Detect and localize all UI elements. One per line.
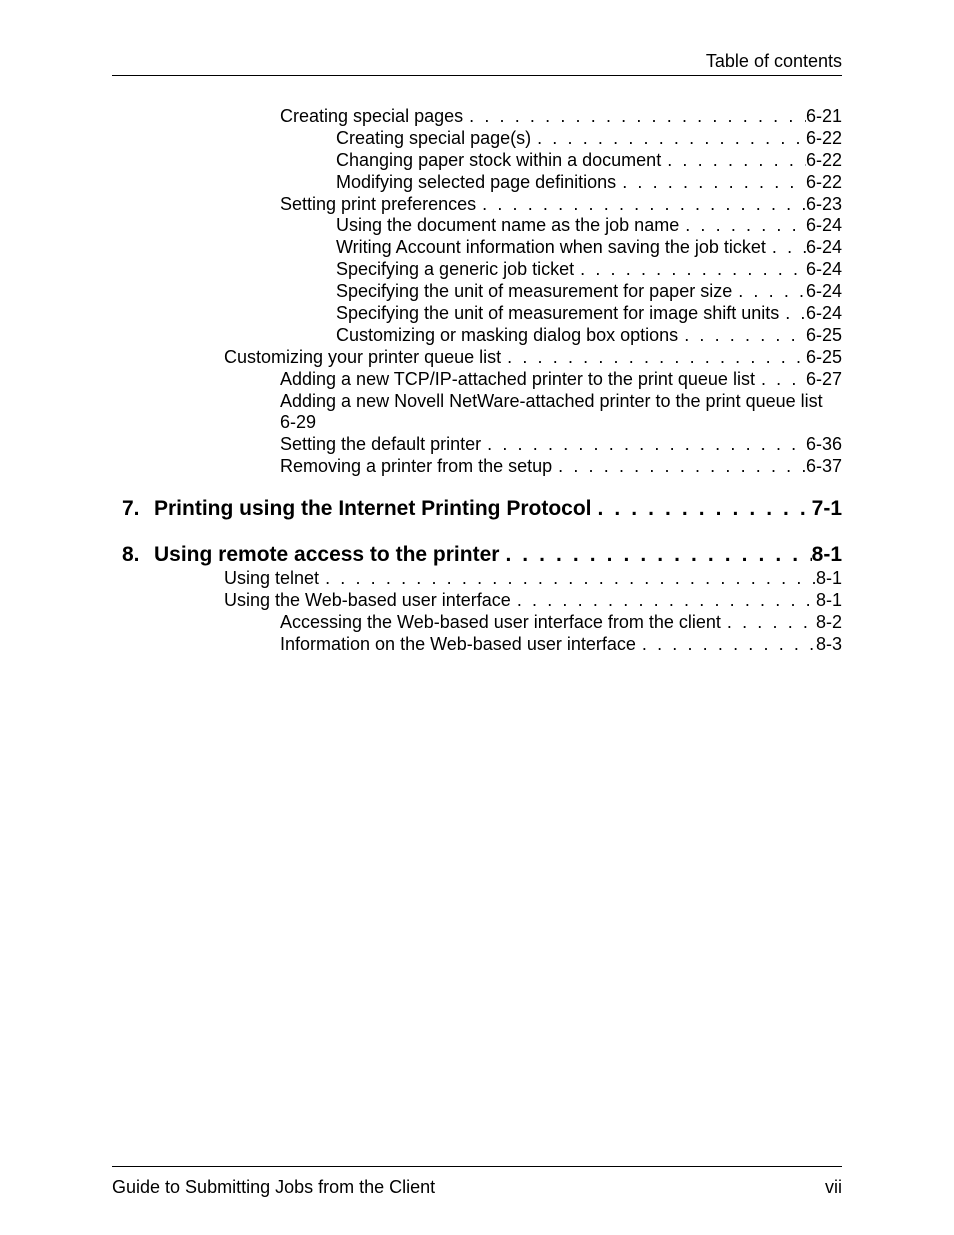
toc-entry-page: 8-1 xyxy=(815,568,842,589)
dot-leader xyxy=(592,496,812,522)
toc-entry[interactable] xyxy=(0,303,954,325)
toc-entry-page: 6-25 xyxy=(805,346,842,367)
footer-rule xyxy=(112,1166,842,1167)
dot-leader xyxy=(779,303,806,325)
toc-entry-title: Customizing your printer queue list xyxy=(224,346,502,367)
toc-entry-title: Removing a printer from the setup xyxy=(280,456,553,477)
toc-entry-title: Adding a new TCP/IP-attached printer to the print queue list xyxy=(280,368,755,389)
dot-leader xyxy=(476,194,806,216)
dot-leader xyxy=(499,542,811,568)
toc-entry[interactable] xyxy=(0,237,954,259)
dot-leader xyxy=(319,568,816,590)
header-rule xyxy=(112,75,842,76)
dot-leader xyxy=(616,172,806,194)
toc-entry-page: 6-22 xyxy=(805,127,842,148)
toc-chapter-7[interactable] xyxy=(0,496,954,522)
toc-entry-title: Specifying a generic job ticket xyxy=(336,259,575,280)
toc-entry[interactable] xyxy=(0,347,954,369)
toc-entry-page: 6-24 xyxy=(805,237,842,258)
toc-entry-page: 6-24 xyxy=(805,259,842,280)
toc-entry[interactable] xyxy=(0,456,954,478)
toc-entry-page: 6-24 xyxy=(805,303,842,324)
dot-leader xyxy=(679,215,806,237)
dot-leader xyxy=(501,347,806,369)
dot-leader xyxy=(511,590,816,612)
toc-entry[interactable] xyxy=(0,259,954,281)
toc-entry-title: Using the Web-based user interface xyxy=(224,590,511,611)
spacer xyxy=(0,522,954,542)
running-header: Table of contents xyxy=(705,51,842,71)
toc-entry-page: 8-1 xyxy=(815,590,842,611)
chapter-title: Using remote access to the printer xyxy=(154,543,500,567)
toc-entry-page: 6-29 xyxy=(280,412,317,433)
toc-entry-page: 6-22 xyxy=(805,171,842,192)
footer-page-number: vii xyxy=(825,1177,842,1197)
toc-entry[interactable] xyxy=(0,150,954,172)
dot-leader xyxy=(463,106,806,128)
toc-entry[interactable] xyxy=(0,194,954,216)
dot-leader xyxy=(721,612,816,634)
chapter-number: 7. xyxy=(122,497,140,521)
toc-entry-title: Customizing or masking dialog box options xyxy=(336,324,679,345)
toc-entry-title: Creating special page(s) xyxy=(336,127,532,148)
dot-leader xyxy=(732,281,806,303)
toc-entry-title: Modifying selected page definitions xyxy=(336,171,617,192)
toc-entry-page: 6-24 xyxy=(805,281,842,302)
toc-entry-title: Using the document name as the job name xyxy=(336,215,680,236)
chapter-page: 7-1 xyxy=(811,497,842,521)
dot-leader xyxy=(678,325,806,347)
toc-entry[interactable] xyxy=(0,391,954,435)
toc-entry[interactable] xyxy=(0,590,954,612)
footer-document-title: Guide to Submitting Jobs from the Client xyxy=(112,1177,436,1197)
dot-leader xyxy=(661,150,806,172)
toc-entry-title: Setting print preferences xyxy=(280,193,477,214)
toc-entry-title: Using telnet xyxy=(224,568,320,589)
dot-leader xyxy=(636,634,816,656)
chapter-title: Printing using the Internet Printing Protocol xyxy=(154,497,592,521)
chapter-page: 8-1 xyxy=(811,543,842,567)
spacer xyxy=(0,478,954,496)
toc-entry[interactable] xyxy=(0,128,954,150)
toc-entry-page: 6-25 xyxy=(805,324,842,345)
toc-entry-page: 6-23 xyxy=(805,193,842,214)
dot-leader xyxy=(766,237,806,259)
table-of-contents xyxy=(0,106,954,656)
toc-entry-page: 6-24 xyxy=(805,215,842,236)
toc-entry-title: Specifying the unit of measurement for image shift units xyxy=(336,303,780,324)
toc-entry[interactable] xyxy=(0,281,954,303)
chapter-number: 8. xyxy=(122,543,140,567)
toc-entry-title: Changing paper stock within a document xyxy=(336,149,662,170)
toc-entry[interactable] xyxy=(0,215,954,237)
toc-entry[interactable] xyxy=(0,325,954,347)
toc-entry[interactable] xyxy=(0,172,954,194)
toc-chapter-8[interactable] xyxy=(0,542,954,568)
toc-entry-page: 6-22 xyxy=(805,149,842,170)
toc-entry-page: 6-37 xyxy=(805,456,842,477)
toc-entry-page: 6-27 xyxy=(805,368,842,389)
toc-entry-title: Accessing the Web-based user interface from the client xyxy=(280,611,721,632)
toc-entry[interactable] xyxy=(0,106,954,128)
toc-entry-page: 8-2 xyxy=(815,611,842,632)
toc-entry-title: Creating special pages xyxy=(280,106,464,126)
toc-entry[interactable] xyxy=(0,612,954,634)
toc-entry[interactable] xyxy=(0,369,954,391)
toc-entry-title: Information on the Web-based user interface xyxy=(280,633,636,654)
toc-entry-title: Writing Account information when saving the job ticket xyxy=(336,237,766,258)
toc-entry-title: Setting the default printer xyxy=(280,434,482,455)
dot-leader xyxy=(481,434,806,456)
toc-entry-page: 8-3 xyxy=(815,633,842,654)
toc-entry-page: 6-36 xyxy=(805,434,842,455)
dot-leader xyxy=(552,456,806,478)
toc-entry-title: Adding a new Novell NetWare-attached printer to the print queue list xyxy=(280,390,823,411)
dot-leader xyxy=(531,128,806,150)
toc-entry[interactable] xyxy=(0,434,954,456)
dot-leader xyxy=(755,369,806,391)
toc-entry[interactable] xyxy=(0,634,954,656)
toc-entry-title: Specifying the unit of measurement for paper size xyxy=(336,281,733,302)
toc-entry[interactable] xyxy=(0,568,954,590)
dot-leader xyxy=(574,259,806,281)
toc-entry-page: 6-21 xyxy=(805,106,842,126)
